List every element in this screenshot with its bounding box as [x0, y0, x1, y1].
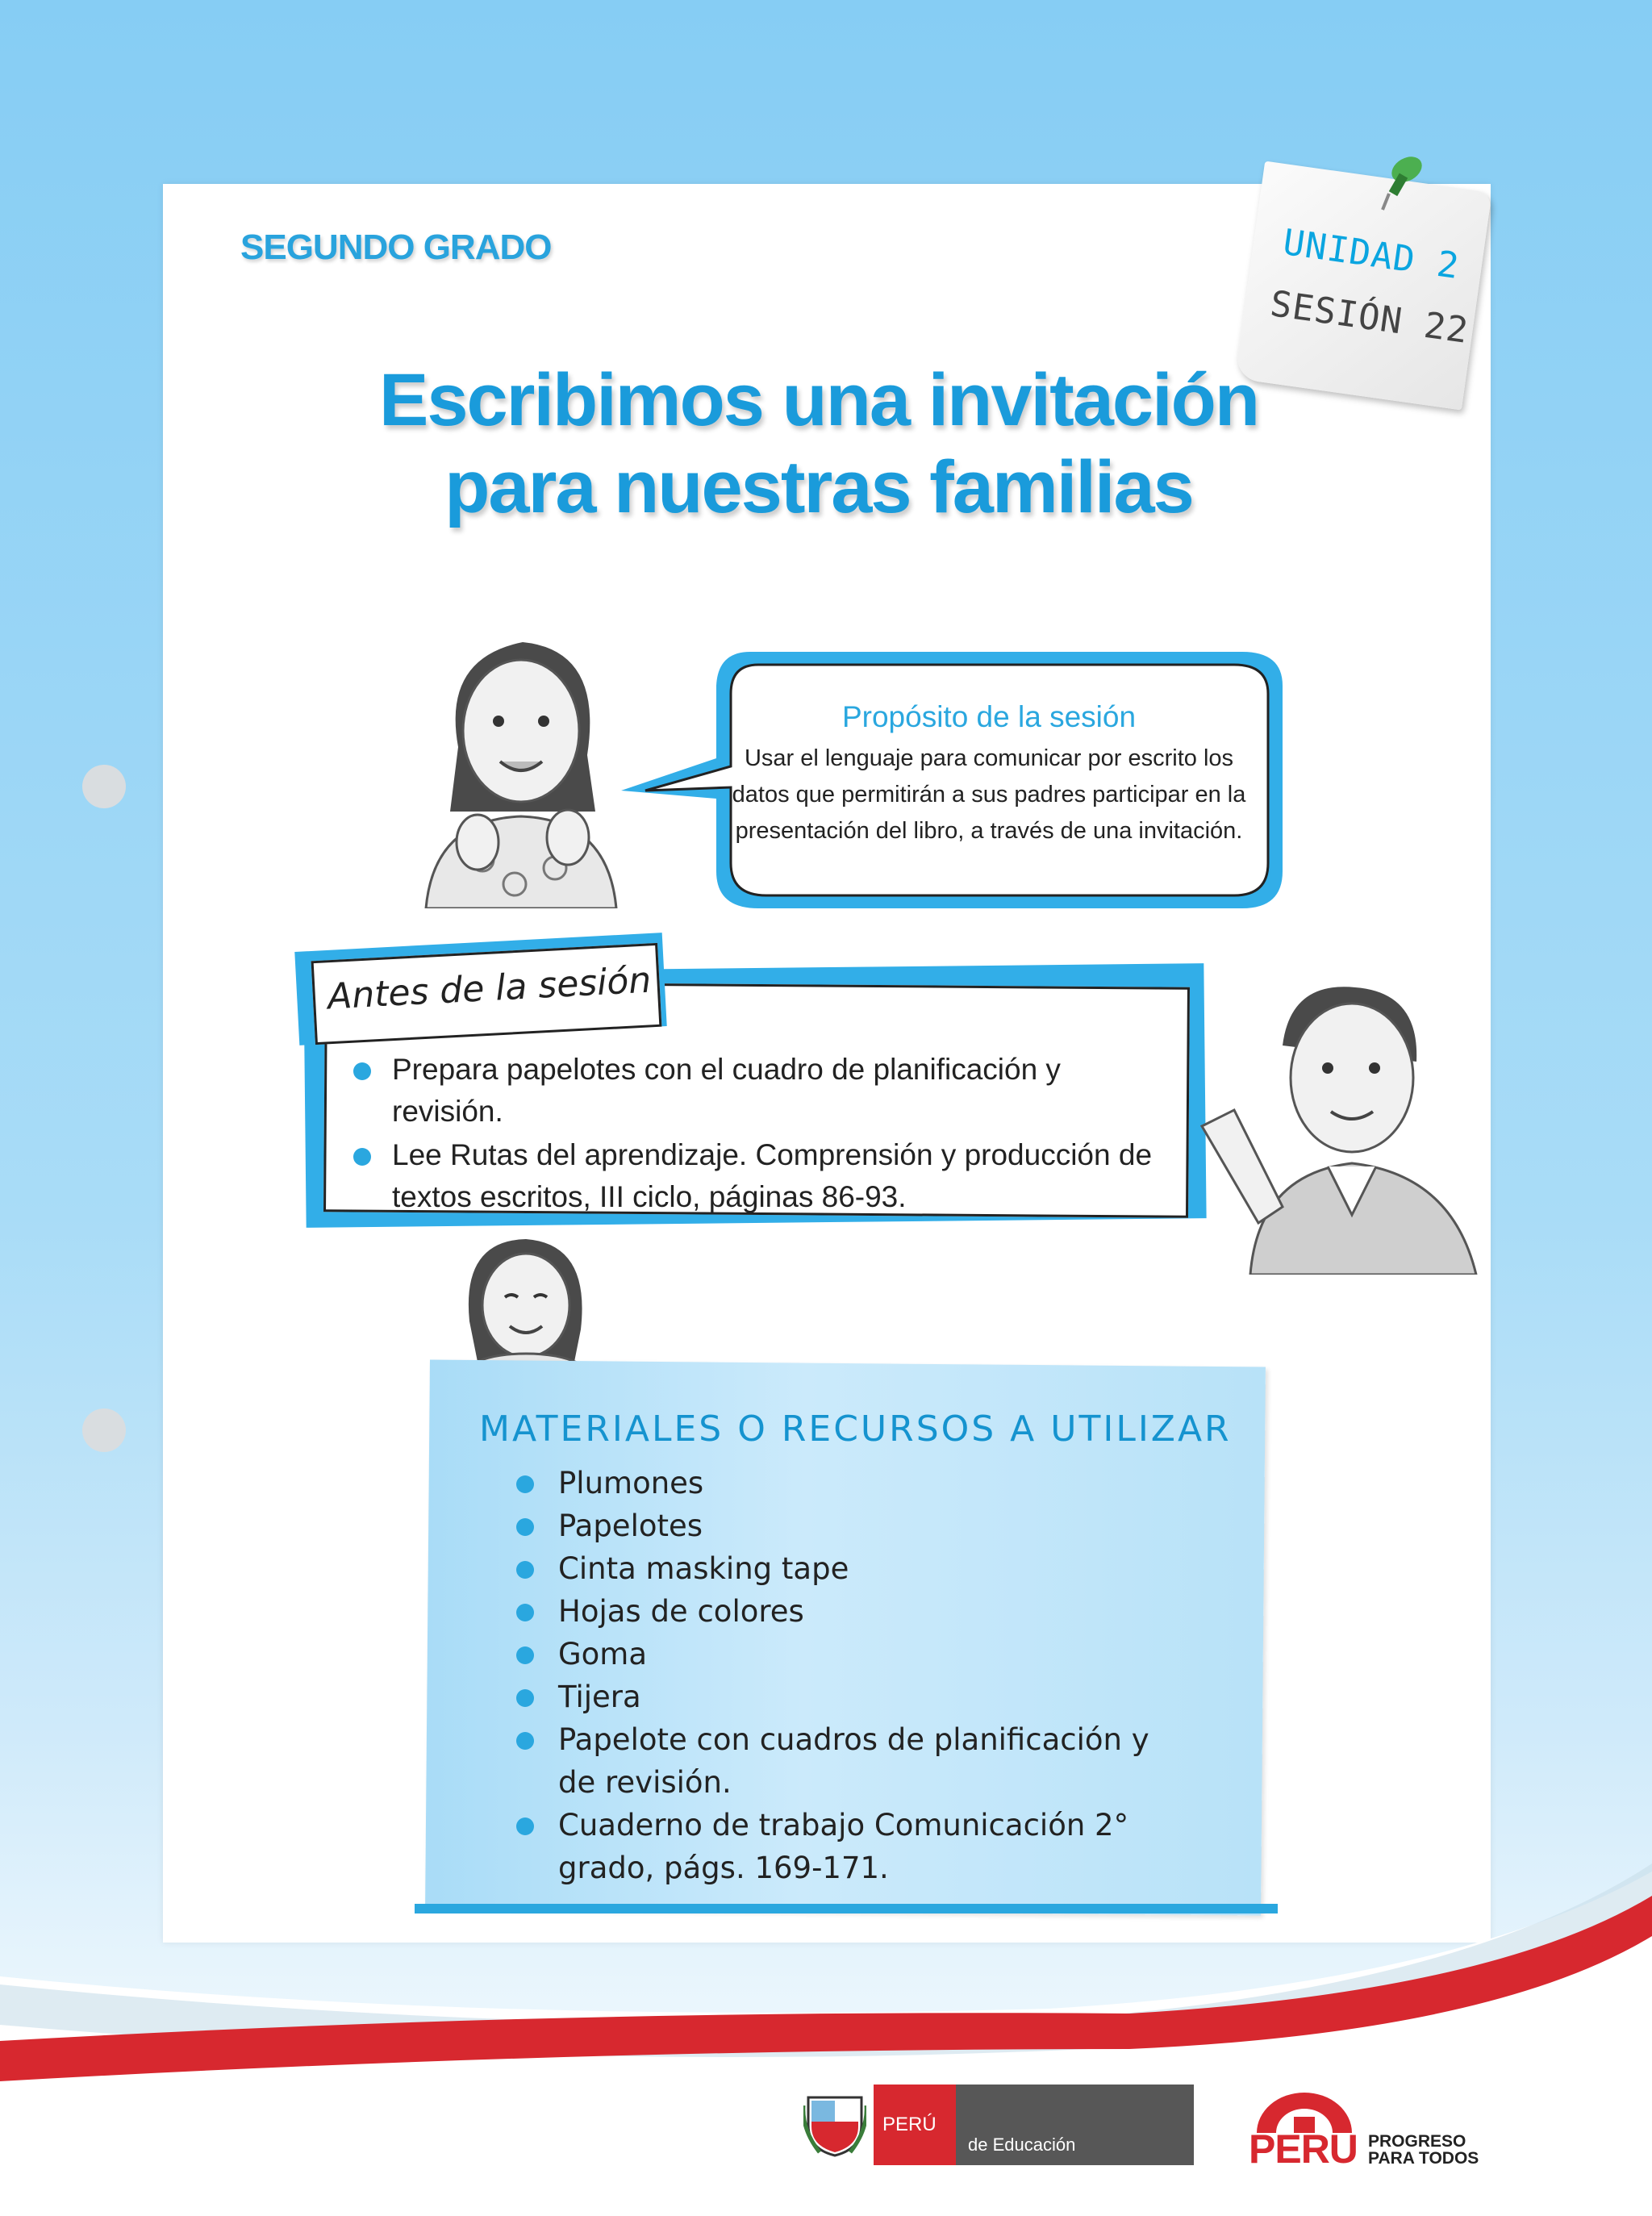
list-item-text: Cuaderno de trabajo Comunicación 2°	[558, 1808, 1129, 1842]
bullet-icon	[516, 1817, 534, 1835]
bullet-icon	[516, 1604, 534, 1621]
binder-hole	[82, 1408, 126, 1452]
list-item	[516, 1590, 1162, 1633]
tagline-line: PARA TODOS	[1368, 2149, 1479, 2168]
materials-list	[516, 1462, 1162, 1889]
title-line: Escribimos una invitación	[378, 359, 1259, 441]
list-item	[516, 1462, 1162, 1504]
list-item	[353, 1134, 1176, 1218]
list-item-text: de revisión.	[558, 1765, 732, 1800]
unit-label: UNIDAD 2	[1280, 221, 1462, 288]
ministry-name: de Educación	[968, 2135, 1076, 2155]
list-item-text: Papelotes	[558, 1509, 703, 1543]
list-item	[353, 1049, 1176, 1133]
list-item-text: Hojas de colores	[558, 1594, 804, 1629]
bullet-icon	[353, 1148, 371, 1166]
coat-of-arms-icon	[803, 2089, 866, 2157]
list-item	[516, 1718, 1162, 1804]
peru-brand-word: PERÚ	[1249, 2126, 1358, 2172]
list-item-text: Prepara papelotes con el cuadro de planificación y revisión.	[392, 1053, 1061, 1128]
session-label: SESIÓN 22	[1267, 283, 1471, 352]
list-item-text: Cinta masking tape	[558, 1551, 849, 1586]
purpose-heading: Propósito de la sesión	[841, 700, 1137, 733]
list-item-text: grado, págs. 169-171.	[558, 1851, 889, 1885]
binder-hole	[82, 765, 126, 808]
bullet-icon	[516, 1689, 534, 1707]
bullet-icon	[516, 1732, 534, 1750]
list-item	[516, 1633, 1162, 1676]
bullet-icon	[516, 1646, 534, 1664]
purpose-text	[700, 741, 1278, 849]
list-item-text: textos escritos, III ciclo, páginas 86-93.	[392, 1180, 907, 1213]
before-session-heading: Antes de la sesión	[326, 959, 653, 1018]
peru-brand-tagline	[1368, 2133, 1479, 2167]
before-session-list	[353, 1049, 1176, 1220]
tagline-line: PROGRESO	[1368, 2132, 1466, 2151]
list-item-text: Plumones	[558, 1466, 704, 1500]
title-line: para nuestras familias	[444, 446, 1193, 528]
grade-label: SEGUNDO GRADO	[240, 227, 552, 267]
bullet-icon	[516, 1475, 534, 1493]
push-pin-icon	[1378, 152, 1434, 216]
list-item-text: Goma	[558, 1637, 648, 1671]
purpose-line: datos que permitirán a sus padres participar en la	[732, 782, 1246, 808]
purpose-line: Usar el lenguaje para comunicar por escrito los	[744, 745, 1234, 771]
materials-heading: MATERIALES O RECURSOS A UTILIZAR	[479, 1408, 1232, 1450]
list-item-text: Tijera	[558, 1680, 641, 1714]
ministry-country: PERÚ	[882, 2114, 937, 2135]
bullet-icon	[516, 1518, 534, 1536]
list-item-text: Lee Rutas del aprendizaje. Comprensión y producción de	[392, 1138, 1153, 1171]
bullet-icon	[353, 1062, 371, 1080]
purpose-line: presentación del libro, a través de una invitación.	[735, 818, 1243, 844]
page-title	[315, 357, 1323, 531]
girl-illustration	[410, 626, 632, 908]
list-item	[516, 1504, 1162, 1547]
list-item-text: Papelote con cuadros de planificación y	[558, 1722, 1149, 1757]
bullet-icon	[516, 1561, 534, 1579]
boy-illustration	[1186, 973, 1491, 1275]
list-item	[516, 1547, 1162, 1590]
list-item	[516, 1676, 1162, 1718]
